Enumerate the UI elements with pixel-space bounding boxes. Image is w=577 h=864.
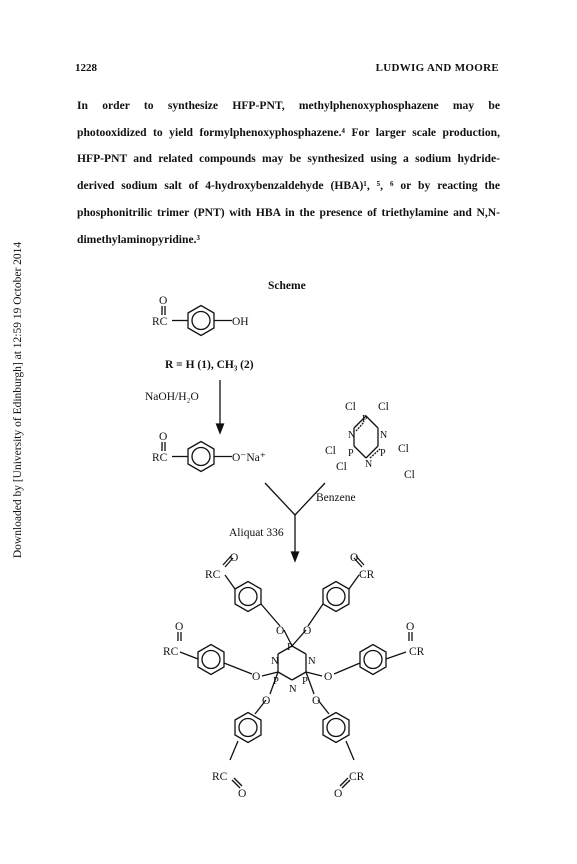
- paragraph-line: phosphonitrilic trimer (PNT) with HBA in the presence of triethylamine and N,N-: [77, 205, 500, 219]
- atom-label: N: [289, 684, 297, 695]
- atom-label: N: [365, 459, 373, 470]
- atom-label: OH: [232, 316, 249, 328]
- atom-label: P: [273, 676, 279, 687]
- atom-label: Cl: [336, 461, 347, 473]
- paragraph-line: photooxidized to yield formylphenoxyphosphazene.⁴ For larger scale production,: [77, 125, 500, 139]
- atom-label: RC: [212, 771, 228, 783]
- download-watermark: Downloaded by [University of Edinburgh] at 12:59 19 October 2014: [12, 241, 24, 559]
- atom-label: O: [175, 621, 184, 633]
- atom-label: P: [348, 448, 354, 459]
- atom-label: P: [302, 676, 308, 687]
- atom-label: O: [276, 625, 285, 637]
- atom-label: CR: [349, 771, 365, 783]
- atom-label: O: [324, 671, 333, 683]
- atom-label: N: [348, 430, 356, 441]
- atom-label: O: [406, 621, 415, 633]
- catalyst-label: Aliquat 336: [229, 527, 284, 539]
- atom-label: O: [262, 695, 271, 707]
- atom-label: O: [159, 295, 168, 307]
- atom-label: RC: [205, 569, 221, 581]
- solvent-label: Benzene: [316, 492, 356, 504]
- atom-label: P: [287, 642, 293, 653]
- atom-label: N: [271, 656, 279, 667]
- compound-label: R = H (1), CH₃ (2): [165, 359, 254, 371]
- scheme-title: Scheme: [268, 280, 306, 292]
- atom-label: N: [380, 430, 388, 441]
- atom-label: O: [350, 552, 359, 564]
- reagent-label: NaOH/H₂O: [145, 391, 199, 403]
- paragraph-line: HFP-PNT and related compounds may be synthesized using a sodium hydride-: [77, 152, 500, 166]
- atom-label: O⁻Na⁺: [232, 452, 266, 464]
- scheme-atom-labels: [145, 295, 425, 800]
- paragraph-line: derived sodium salt of 4-hydroxybenzaldehyde (HBA)¹, ⁵, ⁶ or by reacting the: [77, 179, 500, 193]
- atom-label: O: [303, 625, 312, 637]
- atom-label: RC: [152, 316, 168, 328]
- atom-label: Cl: [325, 445, 336, 457]
- atom-label: RC: [152, 452, 168, 464]
- atom-label: O: [238, 788, 247, 800]
- atom-label: CR: [409, 646, 425, 658]
- atom-label: O: [334, 788, 343, 800]
- atom-label: Cl: [404, 469, 415, 481]
- atom-label: O: [312, 695, 321, 707]
- scheme-bonds: [162, 306, 415, 789]
- atom-label: Cl: [345, 401, 356, 413]
- paragraph-line: dimethylaminopyridine.³: [77, 232, 200, 246]
- page-number: 1228: [75, 62, 97, 74]
- paragraph-line: In order to synthesize HFP-PNT, methylphenoxyphosphazene may be: [77, 99, 500, 112]
- atom-label: Cl: [398, 443, 409, 455]
- atom-label: O: [230, 552, 239, 564]
- atom-label: Cl: [378, 401, 389, 413]
- running-head: LUDWIG AND MOORE: [375, 62, 499, 74]
- atom-label: O: [159, 431, 168, 443]
- atom-label: CR: [359, 569, 375, 581]
- atom-label: RC: [163, 646, 179, 658]
- atom-label: N: [308, 656, 316, 667]
- atom-label: P: [380, 448, 386, 459]
- atom-label: O: [252, 671, 261, 683]
- atom-label: P: [362, 414, 368, 425]
